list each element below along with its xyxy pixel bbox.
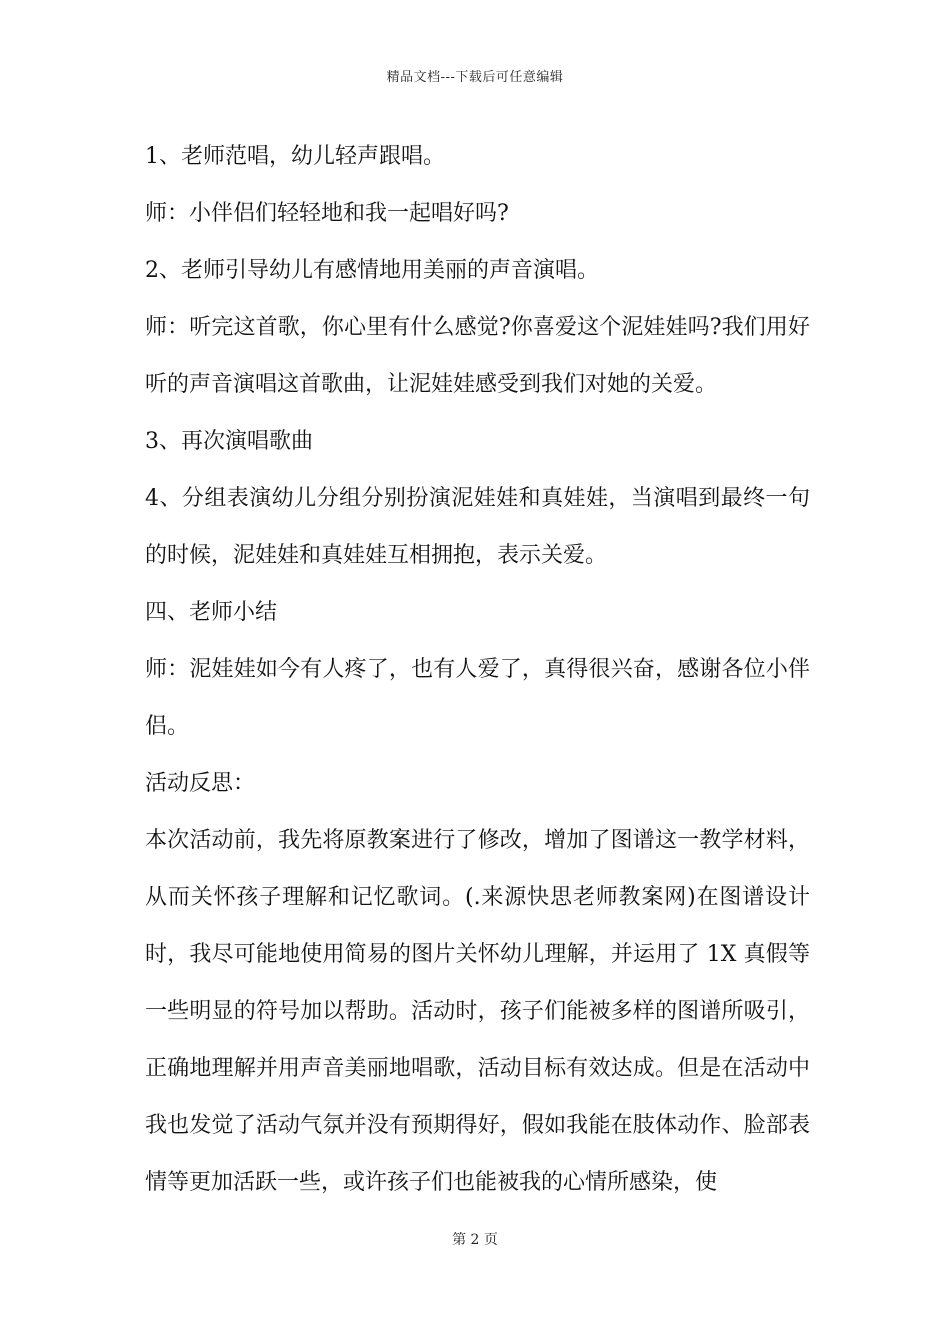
document-body bbox=[145, 128, 810, 1211]
paragraph-reflection: 本次活动前，我先将原教案进行了修改，增加了图谱这一教学材料，从而关怀孩子理解和记忆歌词。(.来源快思老师教案网)在图谱设计时，我尽可能地使用简易的图片关怀幼儿理解，并运用了 1X 真假等一些明显的符号加以帮助。活动时，孩子们能被多样的图谱所吸引，正确地理解并用声音美丽地唱歌，活动目标有效达成。但是在活动中我也发觉了活动气氛并没有预期得好，假如我能在肢体动作、脸部表情等更加活跃一些，或许孩子们也能被我的心情所感染，使 bbox=[145, 828, 810, 1195]
section-heading-summary: 四、老师小结 bbox=[145, 600, 278, 625]
paragraph-step-2: 2、老师引导幼儿有感情地用美丽的声音演唱。 bbox=[145, 258, 599, 283]
section-heading-reflection: 活动反思： bbox=[145, 771, 256, 796]
paragraph-teacher-line-2: 师：听完这首歌，你心里有什么感觉?你喜爱这个泥娃娃吗?我们用好听的声音演唱这首歌曲，让泥娃娃感受到我们对她的关爱。 bbox=[145, 315, 810, 397]
paragraph-step-4: 4、分组表演幼儿分组分别扮演泥娃娃和真娃娃，当演唱到最终一句的时候，泥娃娃和真娃娃互相拥抱，表示关爱。 bbox=[145, 486, 810, 568]
page-header: 精品文档---下载后可任意编辑 bbox=[386, 70, 564, 85]
paragraph-step-1: 1、老师范唱，幼儿轻声跟唱。 bbox=[145, 144, 445, 169]
paragraph-teacher-line-1: 师：小伴侣们轻轻地和我一起唱好吗? bbox=[145, 201, 509, 226]
paragraph-step-3: 3、再次演唱歌曲 bbox=[145, 429, 313, 454]
paragraph-teacher-summary: 师：泥娃娃如今有人疼了，也有人爱了，真得很兴奋，感谢各位小伴侣。 bbox=[145, 657, 810, 739]
page-number: 第 2 页 bbox=[452, 1232, 498, 1248]
